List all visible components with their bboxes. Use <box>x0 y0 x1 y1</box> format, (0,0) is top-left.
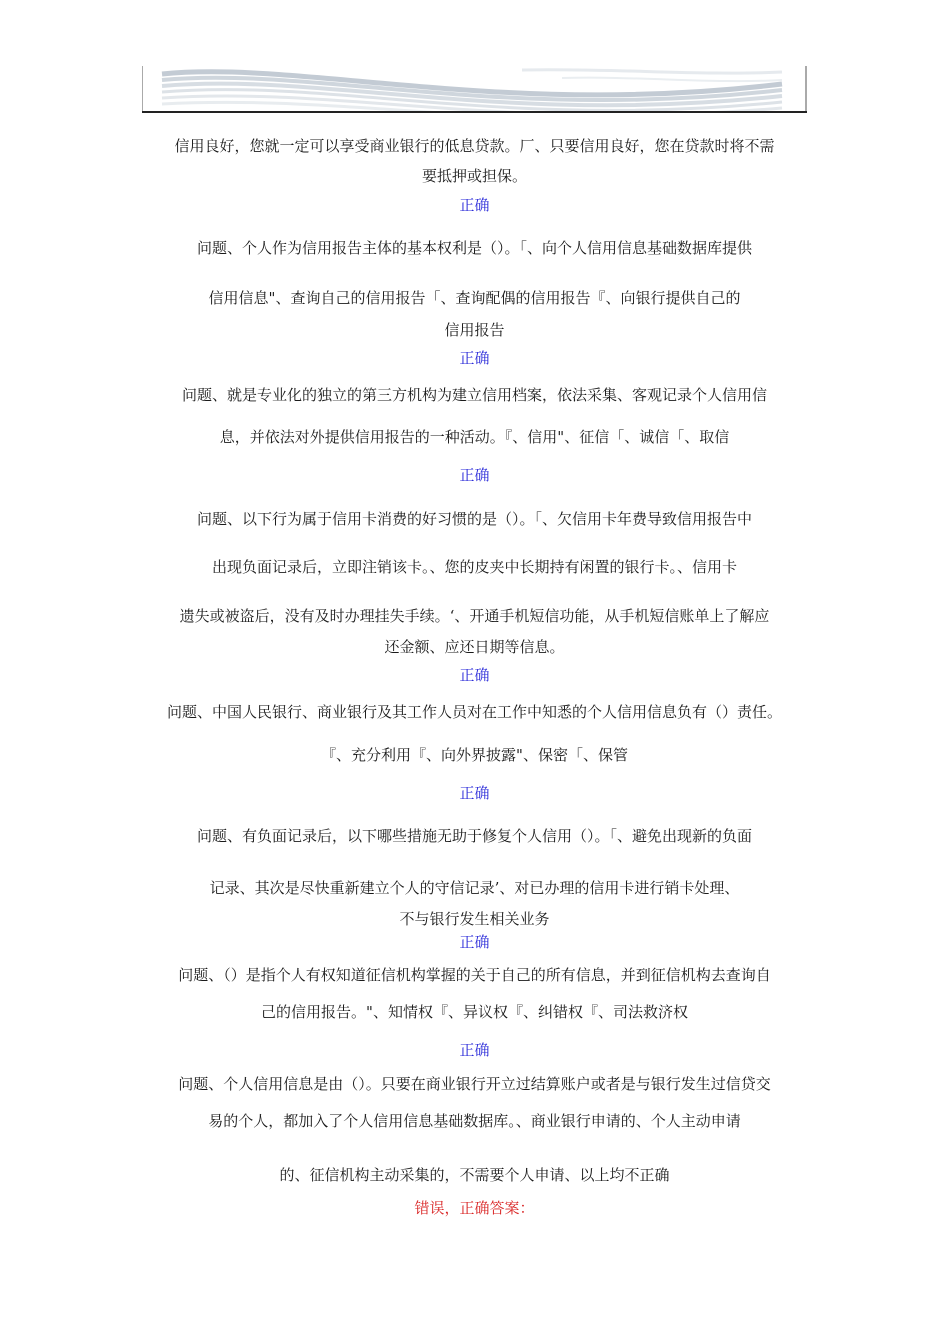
verdict-correct: 正确 <box>459 1041 490 1059</box>
verdict-correct: 正确 <box>459 784 490 802</box>
text-line: 问题、（）是指个人有权知道征信机构掌握的关于自己的所有信息，并到征信机构去查询自 <box>178 966 771 984</box>
verdict-correct: 正确 <box>459 933 490 951</box>
text-line: 问题、个人作为信用报告主体的基本权利是（）。「、向个人信用信息基础数据库提供 <box>196 239 752 257</box>
verdict-correct: 正确 <box>459 666 490 684</box>
text-line: 记录、其次是尽快重新建立个人的守信记录’、对已办理的信用卡进行销卡处理、 <box>209 879 740 897</box>
wave-decoration-icon <box>142 66 807 112</box>
text-line: 出现负面记录后，立即注销该卡。、您的皮夹中长期持有闲置的银行卡。、信用卡 <box>211 558 737 576</box>
verdict-wrong: 错误，正确答案： <box>414 1199 535 1217</box>
text-line: 信用良好，您就一定可以享受商业银行的低息贷款。厂、只要信用良好，您在贷款时将不需 <box>174 137 775 155</box>
text-line: 信用报告 <box>444 321 505 339</box>
header-banner <box>142 66 807 112</box>
text-line: 问题、以下行为属于信用卡消费的好习惯的是（）。「、欠信用卡年费导致信用报告中 <box>196 510 752 528</box>
text-line: 信用信息"、查询自己的信用报告「、查询配偶的信用报告『、向银行提供自己的 <box>208 289 741 307</box>
text-line: 问题、个人信用信息是由（）。只要在商业银行开立过结算账户或者是与银行发生过信贷交 <box>178 1075 771 1093</box>
text-line: 的、征信机构主动采集的，不需要个人申请、以上均不正确 <box>279 1166 670 1184</box>
text-line: 息，并依法对外提供信用报告的一种活动。『、信用"、征信「、诚信「、取信 <box>219 428 730 446</box>
text-line: 要抵押或担保。 <box>421 167 527 185</box>
verdict-correct: 正确 <box>459 349 490 367</box>
text-line: 遗失或被盗后，没有及时办理挂失手续。‘、开通手机短信功能，从手机短信账单上了解应 <box>179 607 770 625</box>
text-line: 己的信用报告。"、知情权『、异议权『、纠错权『、司法救济权 <box>261 1003 688 1021</box>
header-rule <box>142 111 807 113</box>
text-line: 易的个人，都加入了个人信用信息基础数据库。、商业银行申请的、个人主动申请 <box>208 1112 741 1130</box>
text-line: 还金额、应还日期等信息。 <box>384 638 565 656</box>
text-line: 问题、中国人民银行、商业银行及其工作人员对在工作中知悉的个人信用信息负有（）责任。 <box>166 703 782 721</box>
text-line: 问题、就是专业化的独立的第三方机构为建立信用档案，依法采集、客观记录个人信用信 <box>181 386 767 404</box>
verdict-correct: 正确 <box>459 196 490 214</box>
text-line: 不与银行发生相关业务 <box>399 910 550 928</box>
verdict-correct: 正确 <box>459 466 490 484</box>
text-line: 问题、有负面记录后，以下哪些措施无助于修复个人信用（）。「、避免出现新的负面 <box>196 827 752 845</box>
text-line: 『、充分利用『、向外界披露"、保密「、保管 <box>321 746 628 764</box>
